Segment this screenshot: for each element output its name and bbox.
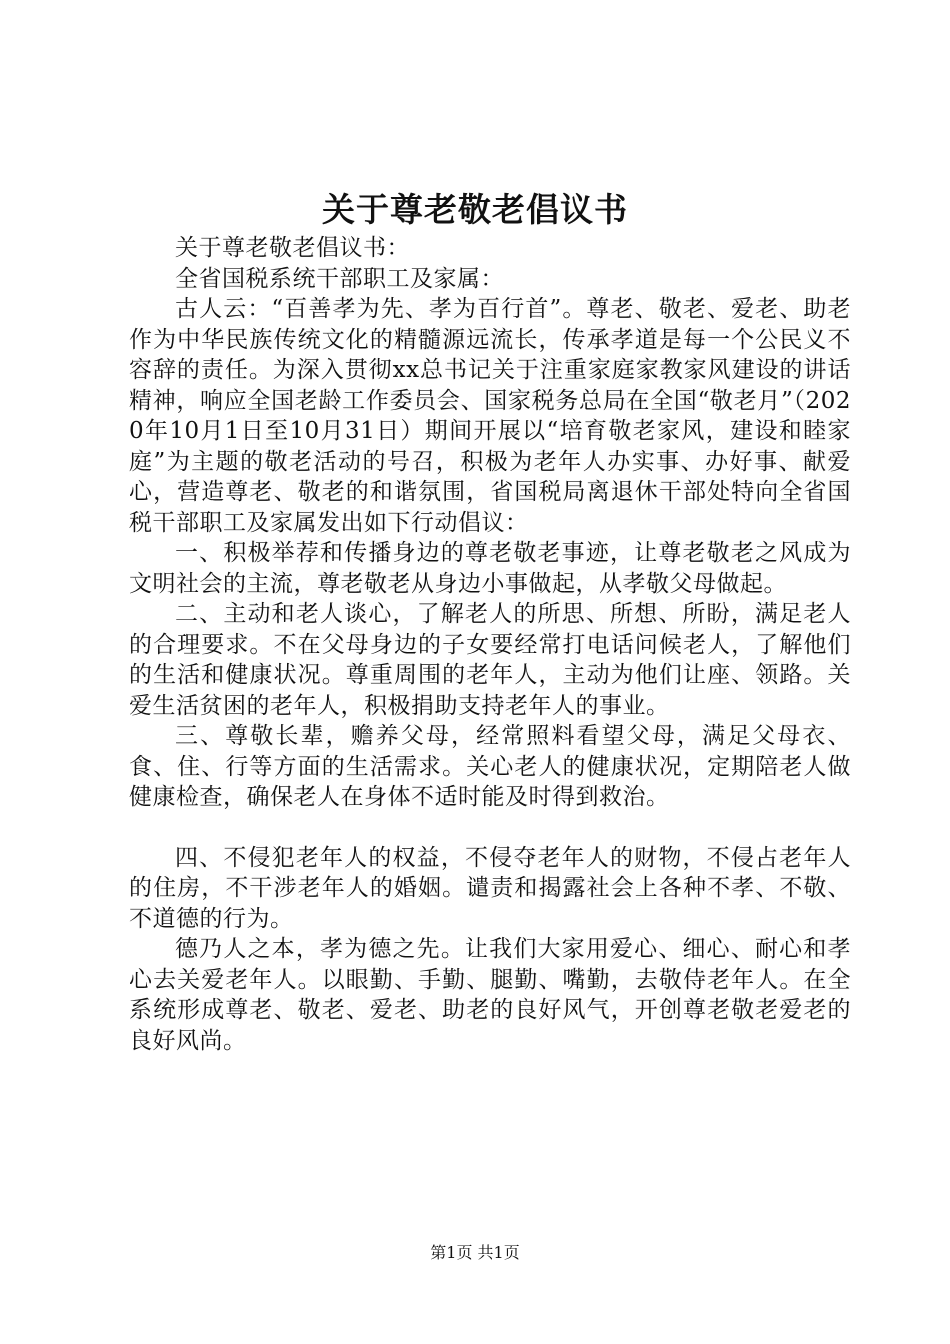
proposal-item-2: 二、主动和老人谈心，了解老人的所思、所想、所盼，满足老人的合理要求。不在父母身边的子女要经常打电话问候老人，了解他们的生活和健康状况。尊重周围的老年人，主动为他们让座、领路。关爱生活贫困的老年人，积极捐助支持老年人的事业。 bbox=[129, 601, 851, 719]
page-number-footer: 第1页 共1页 bbox=[430, 1243, 520, 1262]
closing-paragraph: 德乃人之本，孝为德之先。让我们大家用爱心、细心、耐心和孝心去关爱老年人。以眼勤、手勤、腿勤、嘴勤，去敬侍老年人。在全系统形成尊老、敬老、爱老、助老的良好风气，开创尊老敬老爱老的良好风尚。 bbox=[129, 936, 851, 1054]
proposal-item-1: 一、积极举荐和传播身边的尊老敬老事迹，让尊老敬老之风成为文明社会的主流，尊老敬老从身边小事做起，从孝敬父母做起。 bbox=[129, 540, 851, 597]
proposal-item-3: 三、尊敬长辈，赡养父母，经常照料看望父母，满足父母衣、食、住、行等方面的生活需求。关心老人的健康状况，定期陪老人做健康检查，确保老人在身体不适时能及时得到救治。 bbox=[129, 723, 851, 810]
document-title: 关于尊老敬老倡议书 bbox=[322, 190, 628, 229]
addressee-line: 全省国税系统干部职工及家属： bbox=[175, 265, 504, 292]
intro-paragraph: 古人云：“百善孝为先、孝为百行首”。尊老、敬老、爱老、助老作为中华民族传统文化的精髓源远流长，传承孝道是每一个公民义不容辞的责任。为深入贯彻xx总书记关于注重家庭家教家风建设的讲话精神，响应全国老龄工作委员会、国家税务总局在全国“敬老月”（2020年10月1日至10月31日）期间开展以“培育敬老家风，建设和睦家庭”为主题的敬老活动的号召，积极为老年人办实事、办好事、献爱心，营造尊老、敬老的和谐氛围，省国税局离退休干部处特向全省国税干部职工及家属发出如下行动倡议： bbox=[129, 296, 851, 536]
proposal-item-4: 四、不侵犯老年人的权益，不侵夺老年人的财物，不侵占老年人的住房，不干涉老年人的婚姻。谴责和揭露社会上各种不孝、不敬、不道德的行为。 bbox=[129, 844, 851, 932]
paragraph-spacer bbox=[129, 813, 851, 843]
document-body bbox=[129, 233, 851, 1056]
salutation-heading: 关于尊老敬老倡议书： bbox=[175, 235, 410, 261]
